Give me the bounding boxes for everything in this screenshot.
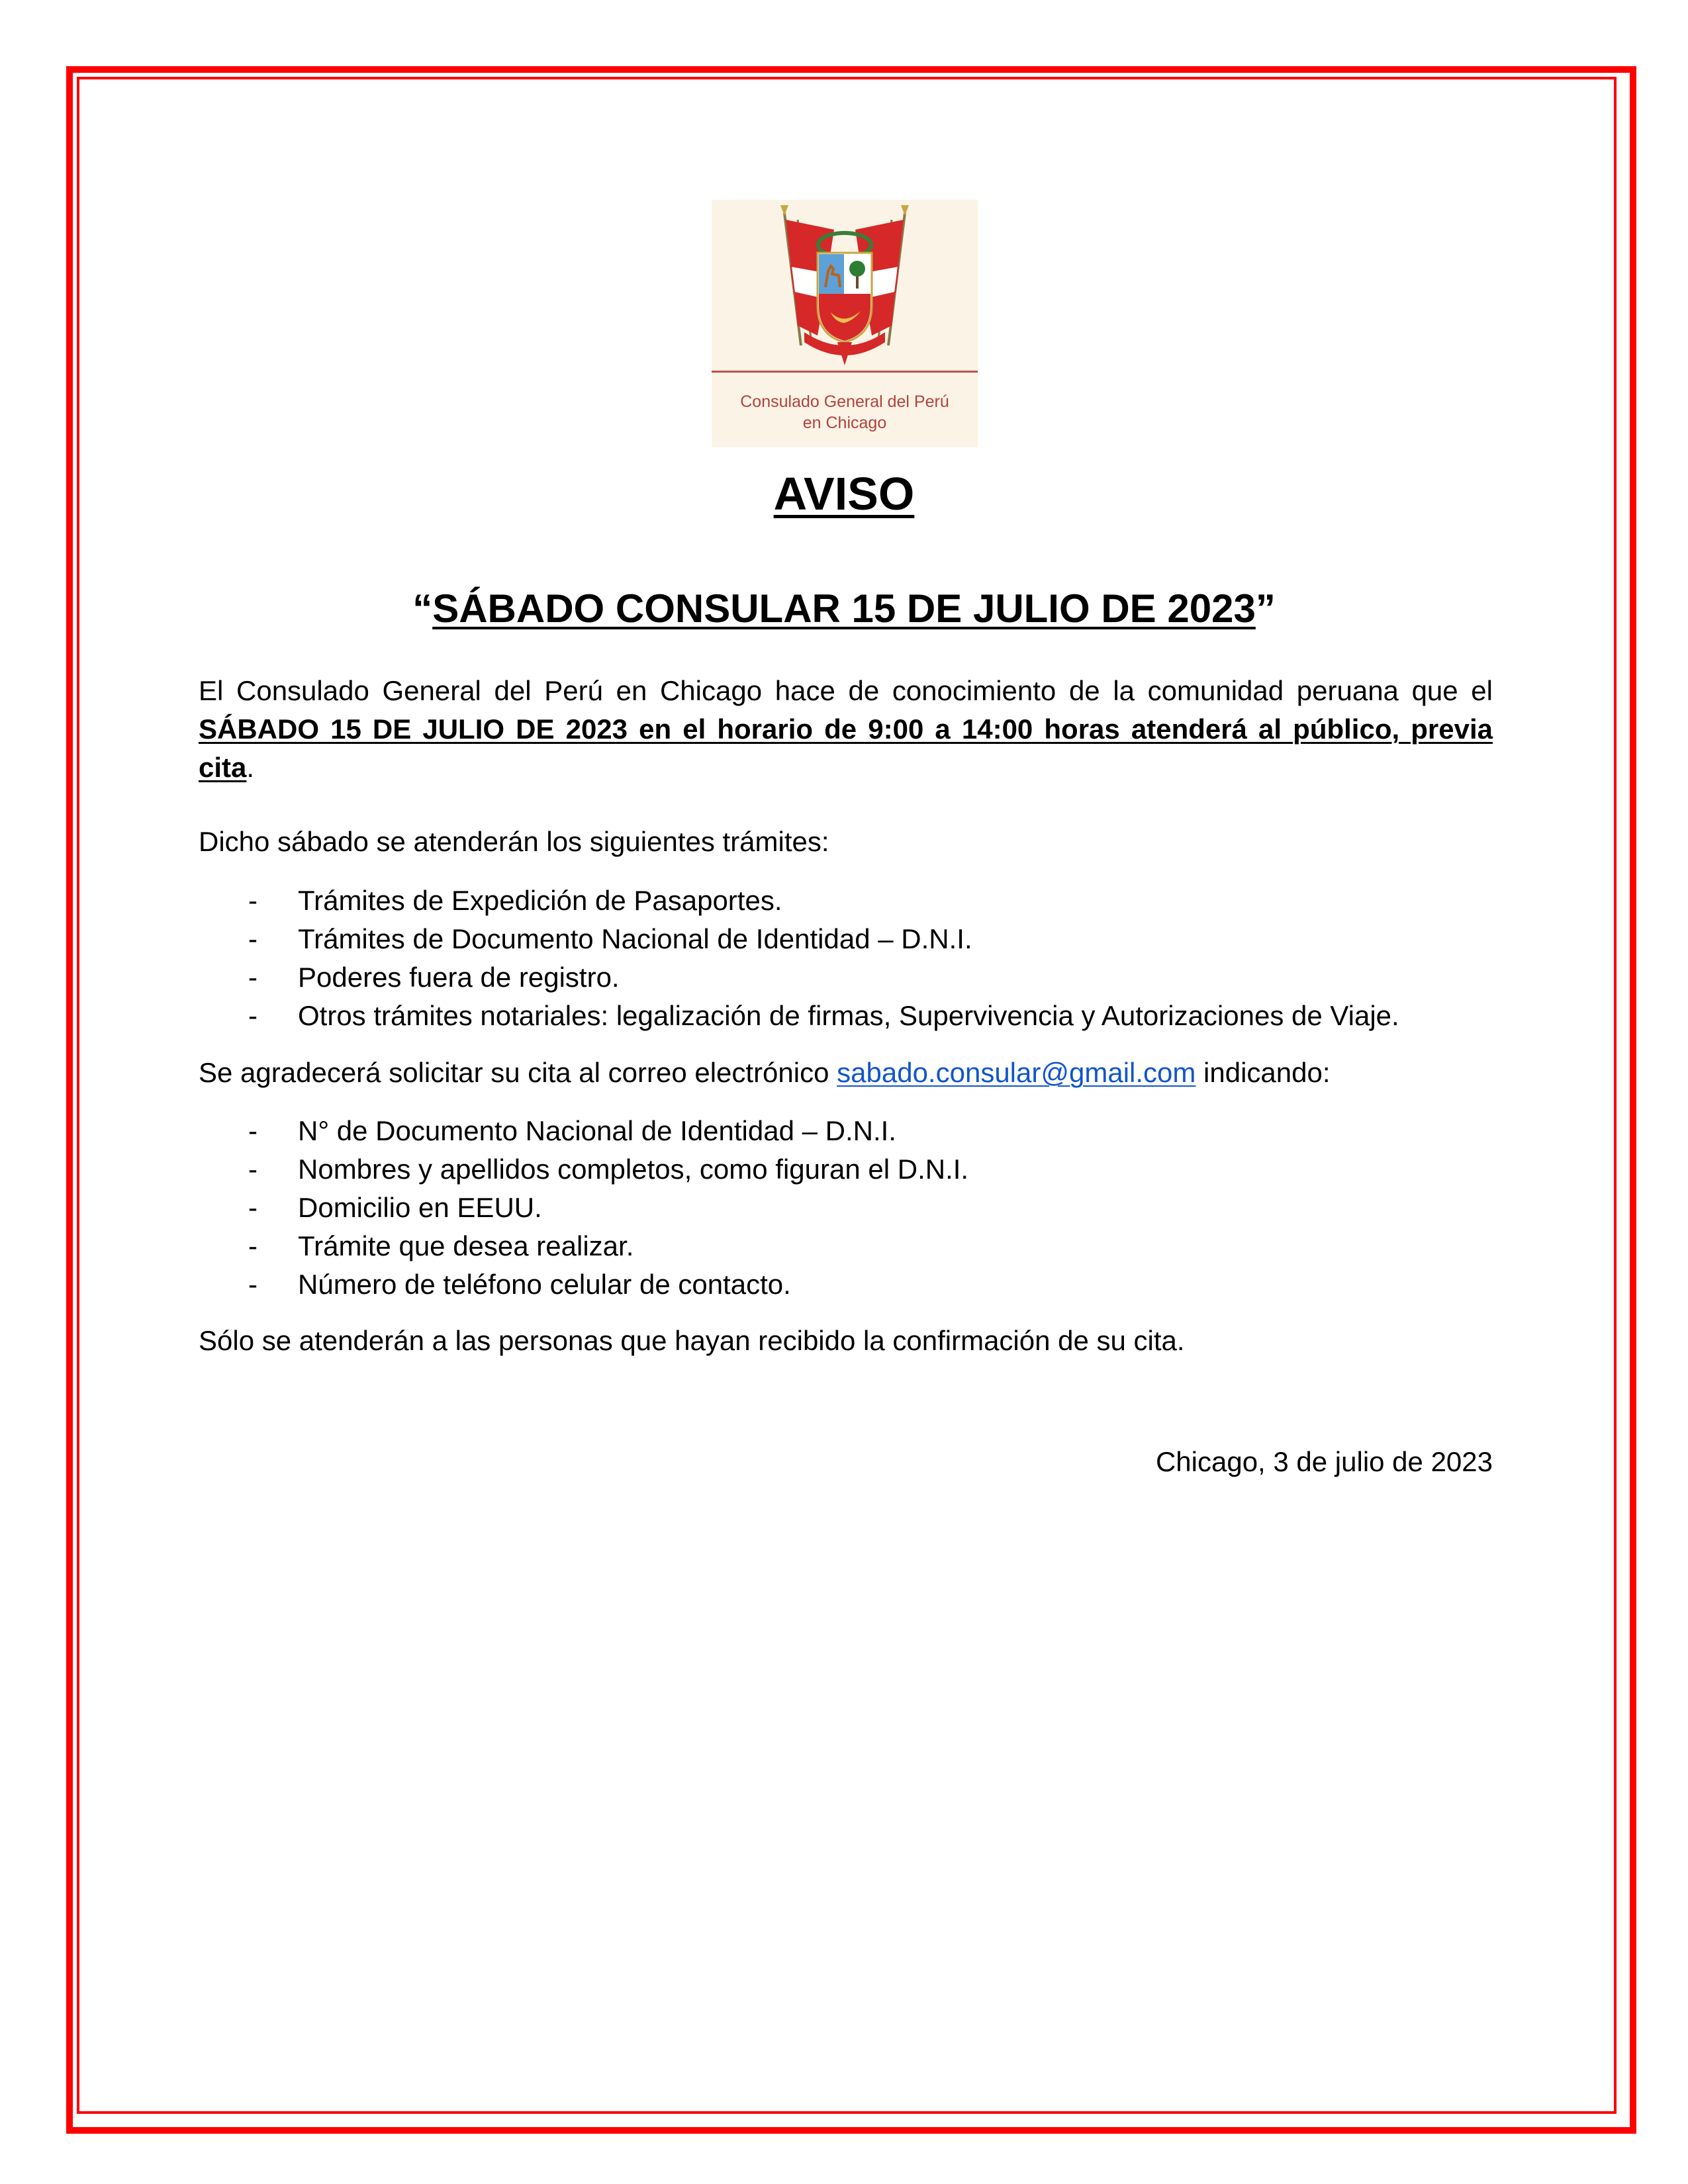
page-subtitle xyxy=(0,586,1688,632)
subtitle-close-quote: ” xyxy=(1255,586,1276,631)
consulate-logo xyxy=(712,200,978,447)
request-paragraph xyxy=(199,1054,1493,1092)
subtitle-open-quote: “ xyxy=(412,586,433,631)
bullet-dash: - xyxy=(248,923,258,954)
list-item: - Poderes fuera de registro. xyxy=(199,958,1523,997)
subtitle-text: SÁBADO CONSULAR 15 DE JULIO DE 2023 xyxy=(432,586,1256,631)
intro-text-after: . xyxy=(246,752,255,783)
bullet-dash: - xyxy=(248,962,258,993)
bullet-dash: - xyxy=(248,1269,258,1300)
bullet-dash: - xyxy=(248,1000,258,1031)
request-text-after: indicando: xyxy=(1196,1057,1331,1088)
list-item: - Trámites de Expedición de Pasaportes. xyxy=(199,882,1523,920)
intro-paragraph xyxy=(199,672,1493,787)
logo-text-line1: Consulado General del Perú xyxy=(740,392,949,411)
bullet-dash: - xyxy=(248,1154,258,1185)
list-item: - Otros trámites notariales: legalización de firmas, Supervivencia y Autorizaciones de Viaje. xyxy=(199,997,1523,1035)
bullet-dash: - xyxy=(248,1192,258,1223)
place-date-signature: Chicago, 3 de julio de 2023 xyxy=(1155,1446,1493,1477)
list-item: - Trámite que desea realizar. xyxy=(199,1227,1523,1265)
logo-divider xyxy=(712,371,978,373)
list-item: - N° de Documento Nacional de Identidad – D.N.I. xyxy=(199,1112,1523,1150)
closing-note: Sólo se atenderán a las personas que hayan recibido la confirmación de su cita. xyxy=(199,1325,1185,1356)
peru-coat-of-arms-icon xyxy=(712,200,978,371)
list-item: - Nombres y apellidos completos, como figuran el D.N.I. xyxy=(199,1150,1523,1189)
procedures-list xyxy=(199,882,1523,1035)
intro-text-before: El Consulado General del Perú en Chicago hace de conocimiento de la comunidad peruana que el xyxy=(199,675,1493,706)
requirements-list xyxy=(199,1112,1523,1304)
intro-bold-text: SÁBADO 15 DE JULIO DE 2023 en el horario de 9:00 a 14:00 horas atenderá al público, previa cita xyxy=(199,713,1493,783)
logo-text-line2: en Chicago xyxy=(802,414,887,432)
bullet-dash: - xyxy=(248,885,258,916)
procedures-intro: Dicho sábado se atenderán los siguientes trámites: xyxy=(199,826,829,857)
bullet-dash: - xyxy=(248,1230,258,1261)
list-item: - Trámites de Documento Nacional de Identidad – D.N.I. xyxy=(199,920,1523,958)
list-item: - Número de teléfono celular de contacto. xyxy=(199,1265,1523,1304)
list-item: - Domicilio en EEUU. xyxy=(199,1189,1523,1227)
page-title: AVISO xyxy=(773,468,915,520)
email-link[interactable]: sabado.consular@gmail.com xyxy=(837,1057,1196,1088)
request-text-before: Se agradecerá solicitar su cita al correo electrónico xyxy=(199,1057,837,1088)
bullet-dash: - xyxy=(248,1115,258,1146)
